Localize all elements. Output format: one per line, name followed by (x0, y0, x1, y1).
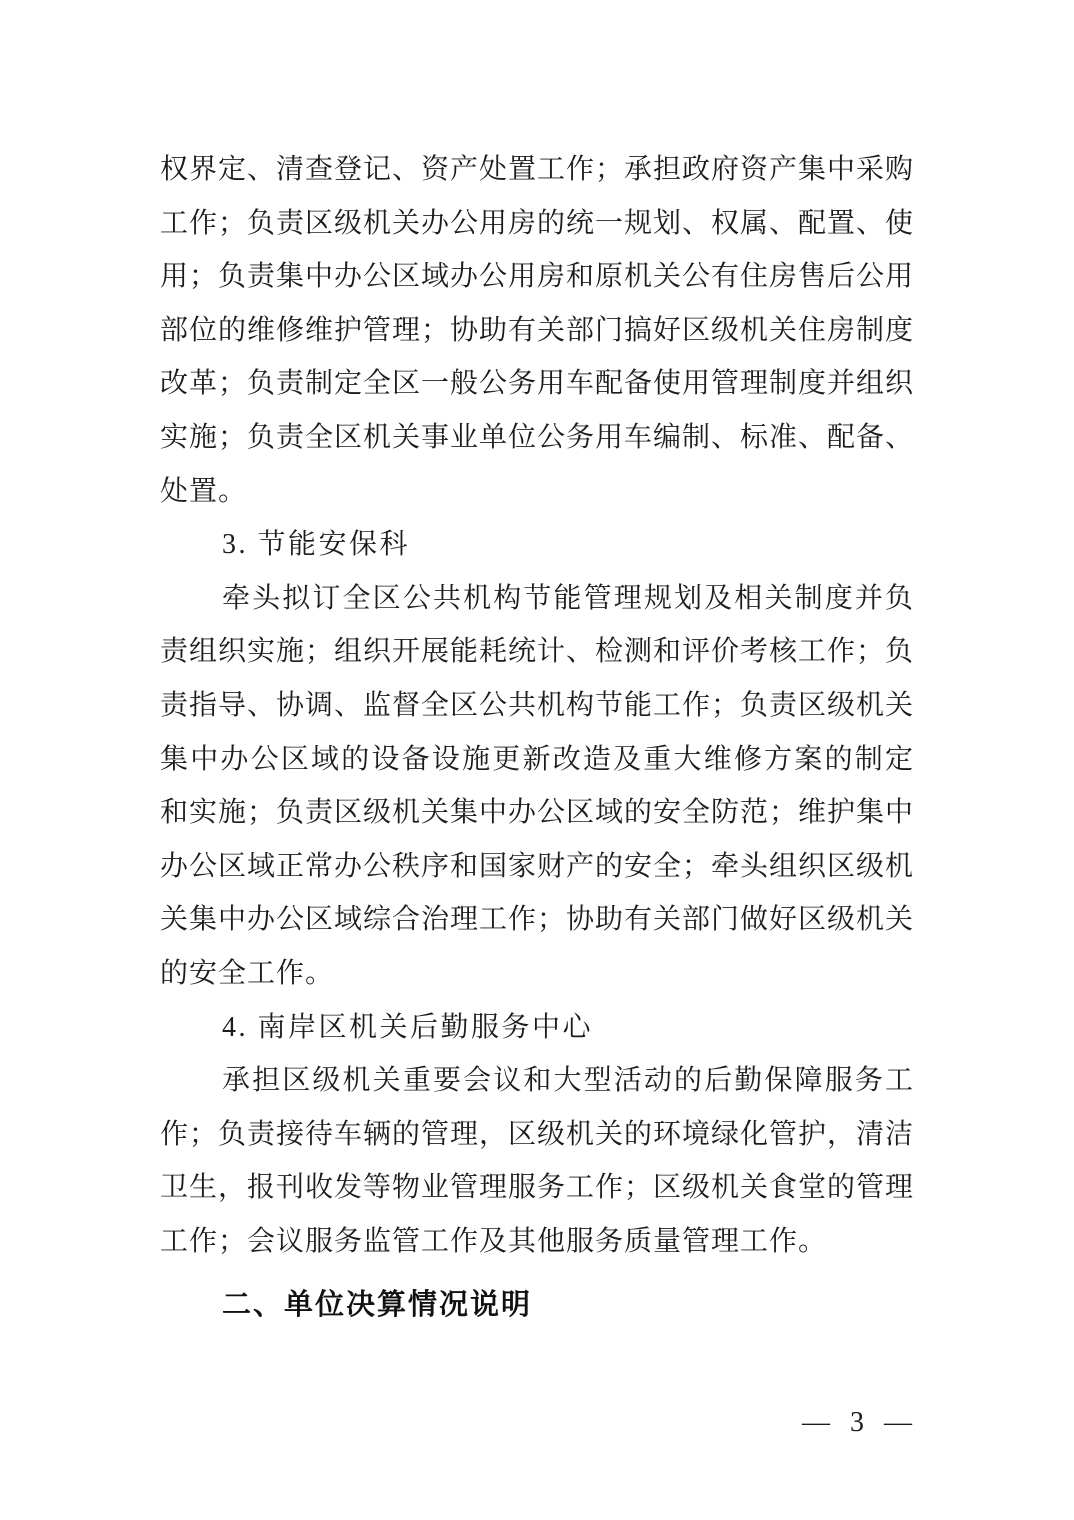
doc-line: 牵头拟订全区公共机构节能管理规划及相关制度并负 (222, 582, 913, 614)
doc-line: 用；负责集中办公区域办公用房和原机关公有住房售后公用 (160, 261, 913, 293)
document-body (160, 143, 913, 1333)
doc-line: 实施；负责全区机关事业单位公务用车编制、标准、配备、 (160, 421, 913, 453)
doc-line: 部位的维修维护管理；协助有关部门搞好区级机关住房制度 (160, 314, 913, 346)
footer-dash-right: — (884, 1407, 912, 1438)
page-footer (802, 1407, 912, 1439)
doc-line: 的安全工作。 (160, 957, 335, 989)
page-number: 3 (850, 1407, 864, 1438)
doc-line: 工作；会议服务监管工作及其他服务质量管理工作。 (160, 1225, 828, 1257)
doc-line: 处置。 (160, 475, 248, 507)
section-2-heading: 二、单位决算情况说明 (222, 1289, 533, 1322)
doc-line: 和实施；负责区级机关集中办公区域的安全防范；维护集中 (160, 797, 913, 829)
doc-line: 卫生，报刊收发等物业管理服务工作；区级机关食堂的管理 (160, 1172, 913, 1204)
doc-line: 承担区级机关重要会议和大型活动的后勤保障服务工 (222, 1065, 913, 1097)
doc-line: 权界定、清查登记、资产处置工作；承担政府资产集中采购 (160, 154, 913, 185)
doc-line: 办公区域正常办公秩序和国家财产的安全；牵头组织区级机 (160, 850, 913, 882)
subsection-4-heading: 4. 南岸区机关后勤服务中心 (222, 1011, 594, 1043)
doc-line: 作；负责接待车辆的管理，区级机关的环境绿化管护，清洁 (160, 1118, 913, 1150)
doc-line: 集中办公区域的设备设施更新改造及重大维修方案的制定 (160, 743, 913, 775)
subsection-3-heading: 3. 节能安保科 (222, 529, 411, 561)
footer-dash-left: — (802, 1407, 830, 1438)
doc-line: 工作；负责区级机关办公用房的统一规划、权属、配置、使 (160, 207, 913, 239)
doc-line: 关集中办公区域综合治理工作；协助有关部门做好区级机关 (160, 904, 913, 936)
doc-line: 责指导、协调、监督全区公共机构节能工作；负责区级机关 (160, 689, 913, 721)
doc-line: 改革；负责制定全区一般公务用车配备使用管理制度并组织 (160, 368, 913, 400)
doc-line: 责组织实施；组织开展能耗统计、检测和评价考核工作；负 (160, 636, 913, 668)
